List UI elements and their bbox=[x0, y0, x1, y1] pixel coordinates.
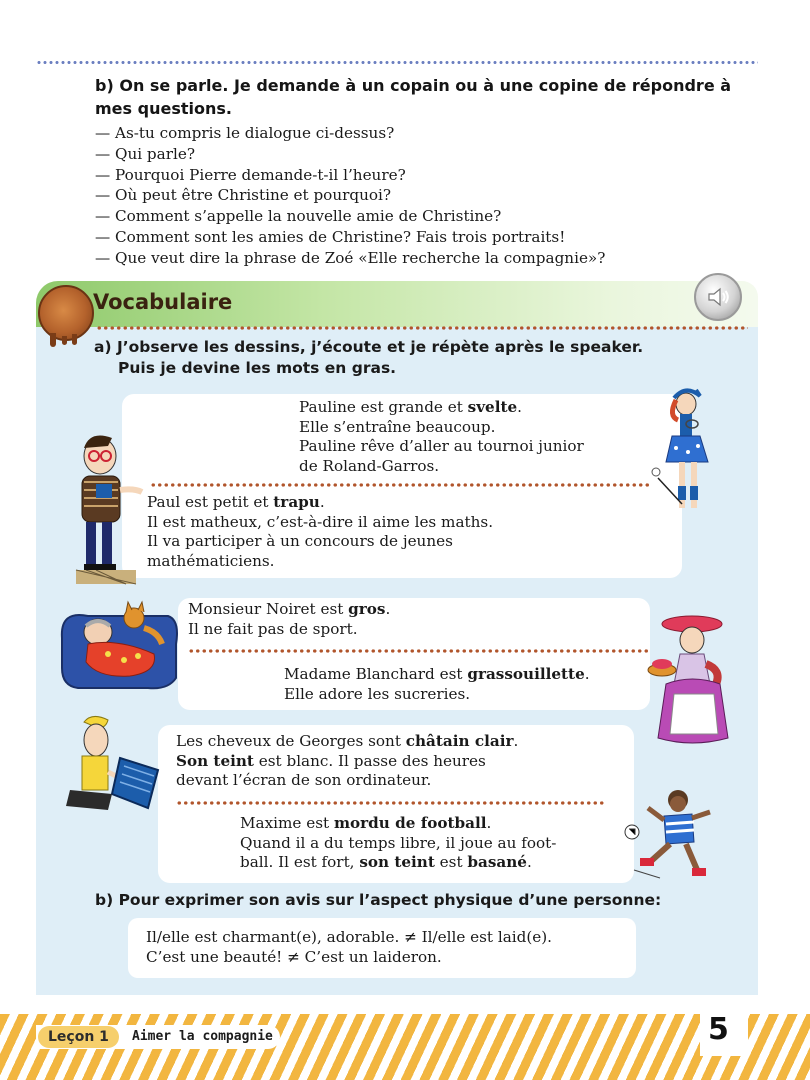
text: . bbox=[517, 398, 522, 416]
line bbox=[284, 665, 590, 685]
lesson-title: Aimer la compagnie bbox=[132, 1029, 273, 1044]
bold-word: gros bbox=[348, 600, 386, 618]
text-blanchard bbox=[284, 665, 590, 704]
speaker-icon[interactable] bbox=[694, 273, 742, 321]
line: Il va participer à un concours de jeunes bbox=[147, 532, 453, 551]
text: . bbox=[385, 600, 391, 618]
line: C’est une beauté! ≠ C’est un laideron. bbox=[146, 947, 442, 966]
bold-word: svelte bbox=[467, 398, 518, 416]
section-b-avis-title: b) Pour exprimer son avis sur l’aspect physique d’une personne: bbox=[95, 891, 662, 909]
section-a-line-2: Puis je devine les mots en gras. bbox=[118, 359, 397, 377]
bold-word: grassouillette bbox=[467, 665, 585, 683]
blanchard-illustration bbox=[644, 614, 742, 752]
section-a-line-1: a) J’observe les dessins, j’écoute et je répète après le speaker. bbox=[94, 338, 644, 356]
line: devant l’écran de son ordinateur. bbox=[176, 771, 432, 790]
line: de Roland-Garros. bbox=[299, 456, 440, 475]
text-avis bbox=[146, 928, 552, 967]
vocabulary-heading: Vocabulaire bbox=[93, 290, 233, 314]
noiret-illustration bbox=[58, 598, 180, 694]
text-paul bbox=[147, 493, 493, 571]
line: Il ne fait pas de sport. bbox=[188, 619, 358, 638]
vocabulary-dotted-rule bbox=[96, 325, 748, 331]
line bbox=[299, 398, 584, 418]
text: . bbox=[486, 814, 492, 832]
line bbox=[147, 493, 493, 513]
bold-word: son teint bbox=[359, 853, 435, 872]
list-item: — Comment sont les amies de Christine? Fais trois portraits! bbox=[95, 227, 566, 246]
text: Pauline est grande et bbox=[299, 398, 468, 416]
paul-illustration bbox=[68, 430, 148, 590]
line: Pauline rêve d’aller au tournoi junior bbox=[299, 437, 584, 456]
text: Monsieur Noiret est bbox=[188, 600, 349, 618]
text: . bbox=[584, 665, 590, 683]
list-item: — Comment s’appelle la nouvelle amie de Christine? bbox=[95, 207, 502, 226]
list-item: — Pourquoi Pierre demande-t-il l’heure? bbox=[95, 165, 406, 184]
section-a-title bbox=[94, 337, 734, 379]
card-divider bbox=[150, 482, 650, 488]
text: . bbox=[526, 853, 532, 872]
line: Elle adore les sucreries. bbox=[284, 684, 471, 703]
card-divider bbox=[188, 648, 648, 654]
list-item: — Où peut être Christine et pourquoi? bbox=[95, 186, 392, 205]
line bbox=[176, 752, 518, 772]
top-dotted-rule bbox=[36, 60, 758, 65]
maxime-illustration bbox=[620, 788, 720, 884]
section-b-title: b) On se parle. Je demande à un copain ou à une copine de répondre à mes questions. bbox=[95, 76, 732, 118]
text: Paul est petit et bbox=[147, 493, 274, 511]
text: . bbox=[319, 493, 325, 511]
pauline-illustration bbox=[648, 386, 728, 520]
card-divider bbox=[176, 800, 606, 806]
text-pauline bbox=[299, 398, 584, 476]
text-noiret bbox=[188, 600, 390, 639]
text: Madame Blanchard est bbox=[284, 665, 468, 683]
logo-drip-icon bbox=[62, 336, 67, 345]
text: Maxime est bbox=[240, 814, 334, 832]
text: Les cheveux de Georges sont bbox=[176, 732, 406, 750]
text: ball. Il est fort, bbox=[240, 853, 360, 872]
line: Il est matheux, c’est-à-dire il aime les maths. bbox=[147, 512, 494, 531]
text: est blanc. Il passe des heures bbox=[253, 751, 486, 770]
logo-drip-icon bbox=[50, 333, 56, 347]
list-item: — As-tu compris le dialogue ci-dessus? bbox=[95, 124, 395, 142]
georges-illustration bbox=[62, 714, 160, 814]
line bbox=[240, 814, 556, 834]
bold-word: Son teint bbox=[176, 751, 254, 770]
page-number: 5 bbox=[708, 1012, 729, 1047]
list-item: — Qui parle? bbox=[95, 144, 195, 163]
text-maxime bbox=[240, 814, 556, 873]
text-georges bbox=[176, 732, 518, 791]
question-list bbox=[95, 123, 605, 269]
bold-word: trapu bbox=[273, 493, 320, 511]
line bbox=[176, 732, 518, 752]
bold-word: châtain clair bbox=[405, 732, 514, 750]
list-item: — Que veut dire la phrase de Zoé «Elle recherche la compagnie»? bbox=[95, 248, 606, 267]
text: est bbox=[434, 853, 468, 872]
speaker-glyph-icon bbox=[705, 284, 731, 310]
text: . bbox=[513, 732, 519, 750]
vocabulary-logo-icon bbox=[38, 285, 94, 341]
line bbox=[240, 853, 556, 873]
line: Elle s’entraîne beaucoup. bbox=[299, 417, 496, 436]
line bbox=[188, 600, 390, 620]
line: Quand il a du temps libre, il joue au foot- bbox=[240, 833, 557, 852]
line: mathématiciens. bbox=[147, 551, 275, 570]
line: Il/elle est charmant(e), adorable. ≠ Il/elle est laid(e). bbox=[146, 928, 553, 946]
bold-word: basané bbox=[467, 853, 527, 872]
bold-word: mordu de football bbox=[333, 814, 487, 832]
lesson-badge: Leçon 1 bbox=[38, 1026, 119, 1048]
logo-drip-icon bbox=[72, 334, 77, 345]
